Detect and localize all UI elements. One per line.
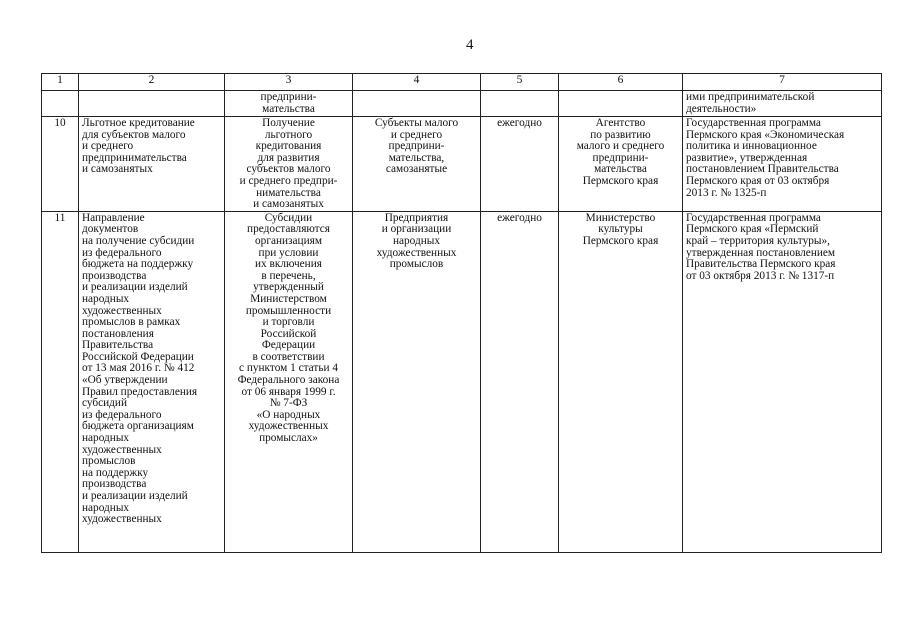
table-cell — [42, 91, 79, 117]
table-cell — [481, 91, 559, 117]
page-number: 4 — [466, 37, 474, 53]
header-cell: 2 — [79, 74, 225, 91]
activity-cell: Направление документов на получение субсидии из федерального бюджета на поддержку производства и реализации изделий народных художественных промыслов в рамках постановления Правительства Российской Федерации от 13 мая 2016 г. № 412 «Об утверждении Правил предоставления субсидий из федерального бюджета организациям народных художественных промыслов на поддержку производства и реализации изделий народных художественных — [79, 211, 225, 552]
row-number: 10 — [42, 117, 79, 212]
header-cell: 6 — [559, 74, 683, 91]
table-cell: ими предпринимательской деятельности» — [683, 91, 882, 117]
document-table — [41, 73, 882, 553]
row-number: 11 — [42, 211, 79, 552]
activity-cell: Льготное кредитование для субъектов малого и среднего предпринимательства и самозанятых — [79, 117, 225, 212]
period-cell: ежегодно — [481, 117, 559, 212]
table-cell — [559, 91, 683, 117]
header-cell: 3 — [225, 74, 353, 91]
table-cell — [353, 91, 481, 117]
executor-cell: Министерство культуры Пермского края — [559, 211, 683, 552]
header-cell: 1 — [42, 74, 79, 91]
recipients-cell: Субъекты малого и среднего предприни- мательства, самозанятые — [353, 117, 481, 212]
header-cell: 5 — [481, 74, 559, 91]
result-cell: Субсидии предоставляются организациям при условии их включения в перечень, утвержденный Министерством промышленности и торговли Российской Федерации в соответствии с пунктом 1 статьи 4 Федерального закона от 06 января 1999 г. № 7-ФЗ «О народных художественных промыслах» — [225, 211, 353, 552]
continuation-row — [42, 91, 882, 117]
table-row — [42, 211, 882, 552]
period-cell: ежегодно — [481, 211, 559, 552]
table-header-row — [42, 74, 882, 91]
table-cell — [79, 91, 225, 117]
recipients-cell: Предприятия и организации народных художественных промыслов — [353, 211, 481, 552]
program-cell: Государственная программа Пермского края «Пермский край – территория культуры», утвержденная постановлением Правительства Пермского края от 03 октября 2013 г. № 1317-п — [683, 211, 882, 552]
table-row — [42, 117, 882, 212]
header-cell: 7 — [683, 74, 882, 91]
executor-cell: Агентство по развитию малого и среднего предприни- мательства Пермского края — [559, 117, 683, 212]
header-cell: 4 — [353, 74, 481, 91]
program-cell: Государственная программа Пермского края «Экономическая политика и инновационное развитие», утвержденная постановлением Правительства Пермского края от 03 октября 2013 г. № 1325-п — [683, 117, 882, 212]
table-cell: предприни- мательства — [225, 91, 353, 117]
result-cell: Получение льготного кредитования для развития субъектов малого и среднего предпри- нимательства и самозанятых — [225, 117, 353, 212]
